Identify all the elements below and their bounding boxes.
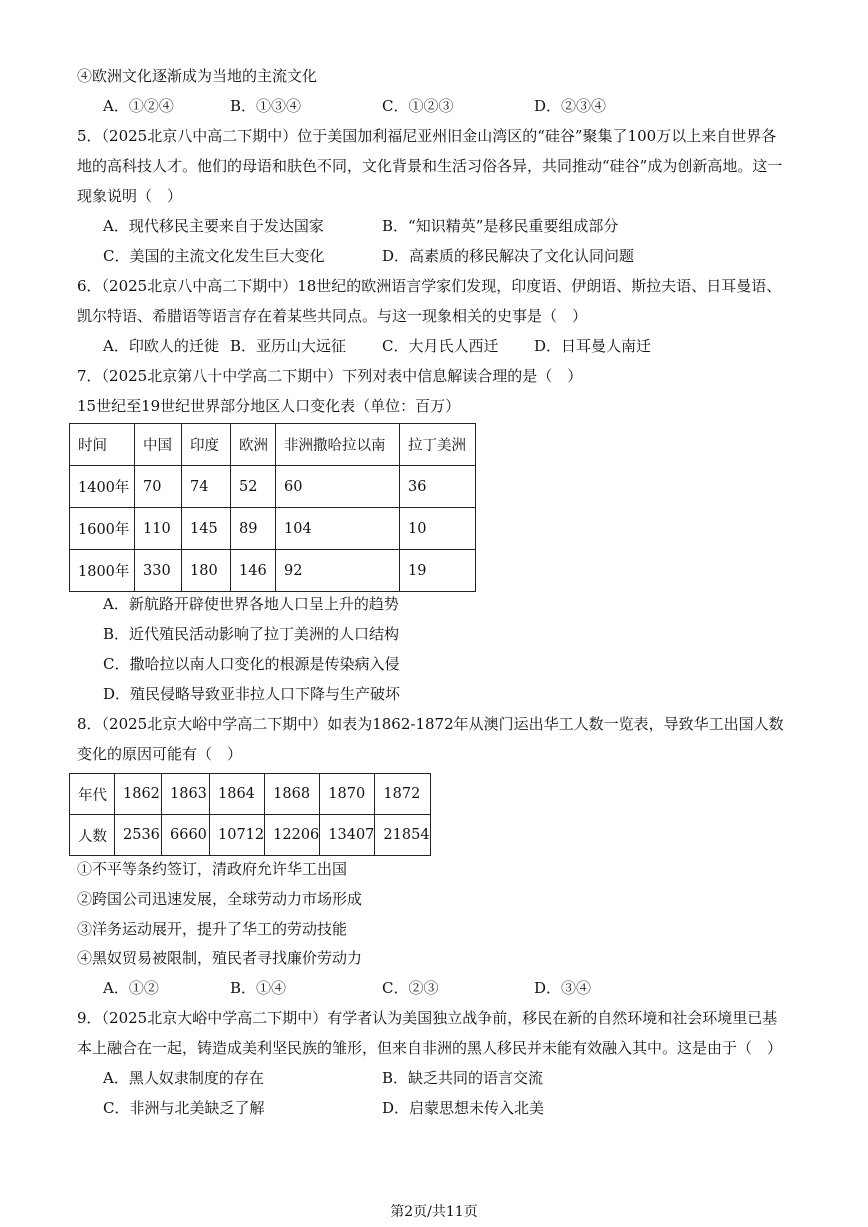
- question-9-stem-line2: 本上融合在一起，铸造成美利坚民族的雏形，但来自非洲的黑人移民并未能有效融入其中。这是由于（ ）: [77, 1039, 783, 1057]
- table-cell: 1868: [265, 774, 320, 815]
- question-5-stem-line1: 5．（2025北京八中高二下期中）位于美国加利福尼亚州旧金山湾区的“硅谷”聚集了100万以上来自世界各: [77, 127, 777, 145]
- table-cell: 146: [231, 550, 276, 592]
- table-cell: 180: [182, 550, 231, 592]
- option-d: D．日耳曼人南迁: [534, 337, 652, 355]
- option-b: B．①③④: [230, 97, 302, 115]
- option-d: D．②③④: [534, 97, 607, 115]
- table-cell: 70: [135, 466, 182, 508]
- table-cell: 1800年: [70, 550, 135, 592]
- table-cell: 74: [182, 466, 231, 508]
- laborer-table: [69, 773, 431, 856]
- option-b: B．①④: [230, 979, 287, 997]
- question-item: ④欧洲文化逐渐成为当地的主流文化: [77, 67, 318, 85]
- option-d: D．殖民侵略导致亚非拉人口下降与生产破坏: [103, 685, 401, 703]
- table-row: [70, 815, 431, 856]
- option-b: B．缺乏共同的语言交流: [382, 1069, 544, 1087]
- table-title: 15世纪至19世纪世界部分地区人口变化表（单位：百万）: [77, 397, 461, 415]
- population-table: [69, 423, 476, 592]
- table-cell: 10712: [210, 815, 265, 856]
- option-c: C．大月氏人西迁: [382, 337, 499, 355]
- table-header-cell: 时间: [70, 424, 135, 466]
- table-cell: 1872: [375, 774, 431, 815]
- question-7-stem: 7．（2025北京第八十中学高二下期中）下列对表中信息解读合理的是（ ）: [77, 367, 583, 385]
- table-header-cell: 欧洲: [231, 424, 276, 466]
- question-5-stem-line2: 地的高科技人才。他们的母语和肤色不同，文化背景和生活习俗各异，共同推动“硅谷”成为创新高地。这一: [77, 157, 783, 175]
- question-item: ③洋务运动展开，提升了华工的劳动技能: [77, 920, 348, 938]
- option-b: B．“知识精英”是移民重要组成部分: [382, 217, 619, 235]
- question-9-stem-line1: 9．（2025北京大峪中学高二下期中）有学者认为美国独立战争前，移民在新的自然环境和社会环境里已基: [77, 1009, 778, 1027]
- table-cell: 1864: [210, 774, 265, 815]
- table-row: [70, 550, 476, 592]
- question-item: ④黑奴贸易被限制，殖民者寻找廉价劳动力: [77, 949, 363, 967]
- option-c: C．非洲与北美缺乏了解: [103, 1099, 265, 1117]
- table-cell: 21854: [375, 815, 431, 856]
- table-cell: 104: [276, 508, 400, 550]
- table-cell: 1863: [162, 774, 210, 815]
- option-a: A．黑人奴隶制度的存在: [103, 1069, 264, 1087]
- table-cell: 2536: [115, 815, 162, 856]
- table-header-cell: 拉丁美洲: [400, 424, 476, 466]
- option-c: C．美国的主流文化发生巨大变化: [103, 247, 325, 265]
- table-row: [70, 466, 476, 508]
- question-item: ①不平等条约签订，清政府允许华工出国: [77, 860, 348, 878]
- table-cell: 6660: [162, 815, 210, 856]
- option-a: A．①②: [103, 979, 159, 997]
- table-cell: 1600年: [70, 508, 135, 550]
- option-a: A．现代移民主要来自于发达国家: [103, 217, 324, 235]
- option-d: D．高素质的移民解决了文化认同问题: [382, 247, 635, 265]
- table-cell: 10: [400, 508, 476, 550]
- option-d: D．启蒙思想未传入北美: [382, 1099, 545, 1117]
- option-b: B．近代殖民活动影响了拉丁美洲的人口结构: [103, 625, 400, 643]
- table-cell: 330: [135, 550, 182, 592]
- question-8-stem-line2: 变化的原因可能有（ ）: [77, 745, 243, 763]
- table-cell: 1400年: [70, 466, 135, 508]
- option-b: B．亚历山大远征: [230, 337, 347, 355]
- table-cell: 92: [276, 550, 400, 592]
- table-cell: 12206: [265, 815, 320, 856]
- table-cell: 1870: [320, 774, 375, 815]
- question-6-stem-line2: 凯尔特语、希腊语等语言存在着某些共同点。与这一现象相关的史事是（ ）: [77, 307, 588, 325]
- table-cell: 19: [400, 550, 476, 592]
- table-cell: 人数: [70, 815, 115, 856]
- table-row: [70, 508, 476, 550]
- question-item: ②跨国公司迅速发展，全球劳动力市场形成: [77, 890, 363, 908]
- option-c: C．撒哈拉以南人口变化的根源是传染病入侵: [103, 655, 400, 673]
- table-cell: 145: [182, 508, 231, 550]
- table-header-cell: 印度: [182, 424, 231, 466]
- table-cell: 年代: [70, 774, 115, 815]
- table-cell: 52: [231, 466, 276, 508]
- table-cell: 60: [276, 466, 400, 508]
- option-c: C．②③: [382, 979, 439, 997]
- table-cell: 13407: [320, 815, 375, 856]
- table-cell: 89: [231, 508, 276, 550]
- table-row: [70, 774, 431, 815]
- option-d: D．③④: [534, 979, 592, 997]
- question-5-stem-line3: 现象说明（ ）: [77, 187, 183, 205]
- option-a: A．印欧人的迁徙: [103, 337, 219, 355]
- table-header-cell: 非洲撒哈拉以南: [276, 424, 400, 466]
- table-cell: 36: [400, 466, 476, 508]
- table-header-row: [70, 424, 476, 466]
- table-cell: 1862: [115, 774, 162, 815]
- question-8-stem-line1: 8．（2025北京大峪中学高二下期中）如表为1862-1872年从澳门运出华工人数一览表，导致华工出国人数: [77, 715, 784, 733]
- table-header-cell: 中国: [135, 424, 182, 466]
- question-6-stem-line1: 6．（2025北京八中高二下期中）18世纪的欧洲语言学家们发现，印度语、伊朗语、斯拉夫语、日耳曼语、: [77, 277, 782, 295]
- option-a: A．①②④: [103, 97, 174, 115]
- option-c: C．①②③: [382, 97, 454, 115]
- table-cell: 110: [135, 508, 182, 550]
- option-a: A．新航路开辟使世界各地人口呈上升的趋势: [103, 595, 399, 613]
- page-number: 第2页/共11页: [390, 1204, 478, 1220]
